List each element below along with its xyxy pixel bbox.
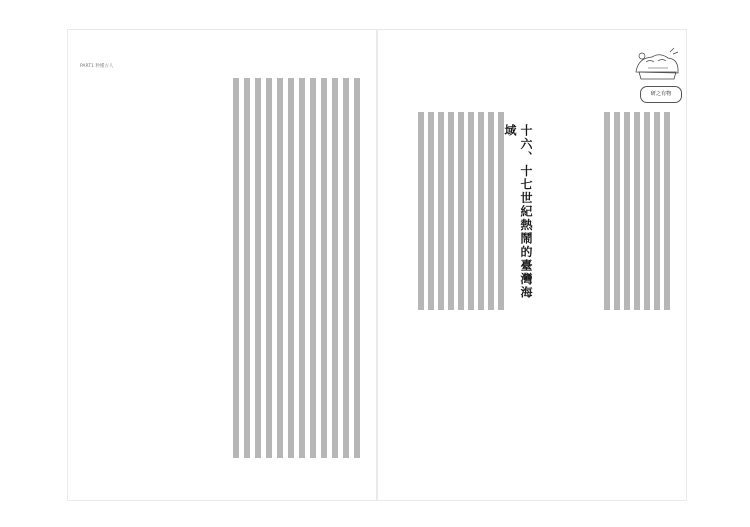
text-column bbox=[624, 112, 630, 310]
text-column bbox=[343, 78, 349, 458]
text-column bbox=[354, 78, 360, 458]
text-column bbox=[498, 112, 504, 310]
section-heading: 十六、十七世紀熱鬧的臺灣海域 bbox=[503, 124, 533, 300]
text-column bbox=[332, 78, 338, 458]
text-column bbox=[244, 78, 250, 458]
text-column bbox=[428, 112, 434, 310]
bread-shop-illustration bbox=[630, 46, 684, 86]
text-column bbox=[321, 78, 327, 458]
text-column bbox=[488, 112, 494, 310]
text-column bbox=[644, 112, 650, 310]
text-column bbox=[468, 112, 474, 310]
text-column bbox=[266, 78, 272, 458]
text-column bbox=[438, 112, 444, 310]
text-column bbox=[310, 78, 316, 458]
text-column bbox=[478, 112, 484, 310]
text-column bbox=[654, 112, 660, 310]
text-column bbox=[233, 78, 239, 458]
left-page bbox=[68, 30, 376, 500]
text-column bbox=[255, 78, 261, 458]
text-column bbox=[604, 112, 610, 310]
text-column bbox=[299, 78, 305, 458]
text-column bbox=[277, 78, 283, 458]
running-head-part: PART1 秒懂古人 bbox=[80, 64, 114, 69]
text-column bbox=[458, 112, 464, 310]
text-column bbox=[634, 112, 640, 310]
text-column bbox=[418, 112, 424, 310]
running-head bbox=[80, 58, 280, 69]
text-column bbox=[448, 112, 454, 310]
text-column bbox=[614, 112, 620, 310]
right-page bbox=[378, 30, 686, 500]
text-column bbox=[664, 112, 670, 310]
text-column bbox=[288, 78, 294, 458]
research-badge: 研之有物 bbox=[640, 86, 682, 103]
